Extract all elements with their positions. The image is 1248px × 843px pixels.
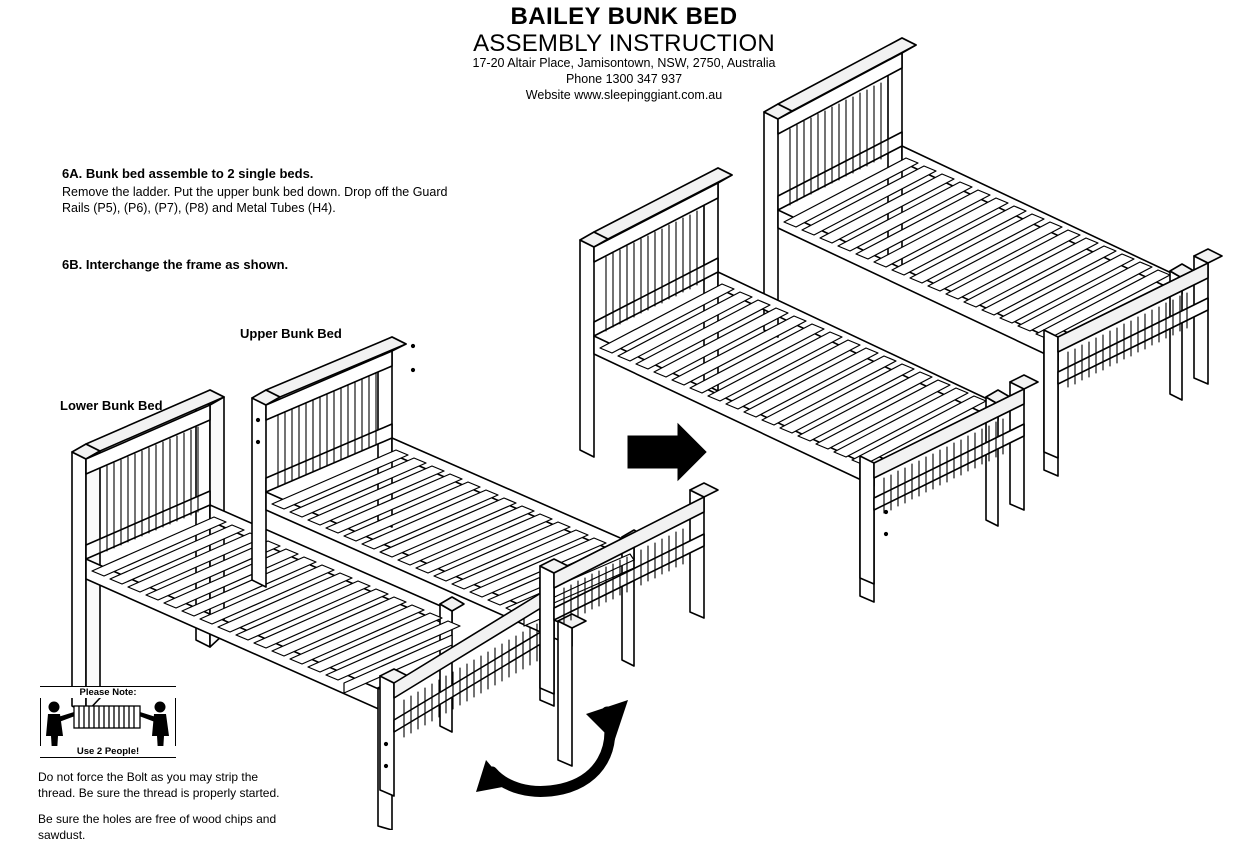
company-address: 17-20 Altair Place, Jamisontown, NSW, 2750, Australia	[472, 56, 776, 71]
step-6a-body: Remove the ladder. Put the upper bunk bed down. Drop off the Guard Rails (P5), (P6), (P7), (P8) and Metal Tubes (H4).	[62, 184, 448, 216]
please-note-footer: Use 2 People!	[40, 746, 176, 757]
upper-bunk-label: Upper Bunk Bed	[240, 326, 342, 341]
company-website: Website www.sleepinggiant.com.au	[525, 87, 723, 102]
page-title: BAILEY BUNK BED	[510, 3, 738, 30]
step-6a-heading: 6A. Bunk bed assemble to 2 single beds.	[62, 166, 314, 181]
please-note-title: Please Note:	[40, 687, 176, 698]
lower-bunk-label: Lower Bunk Bed	[60, 398, 163, 413]
company-phone: Phone 1300 347 937	[565, 72, 683, 86]
note-wood-chips: Be sure the holes are free of wood chips and sawdust.	[38, 812, 277, 842]
note-bolt-thread: Do not force the Bolt as you may strip the thread. Be sure the thread is properly started.	[38, 770, 280, 800]
curved-arrow-icon	[476, 700, 628, 792]
page-subtitle: ASSEMBLY INSTRUCTION	[473, 30, 775, 58]
step-6b-heading: 6B. Interchange the frame as shown.	[62, 257, 289, 272]
please-note-box	[40, 686, 176, 758]
right-arrow-icon	[628, 424, 706, 480]
